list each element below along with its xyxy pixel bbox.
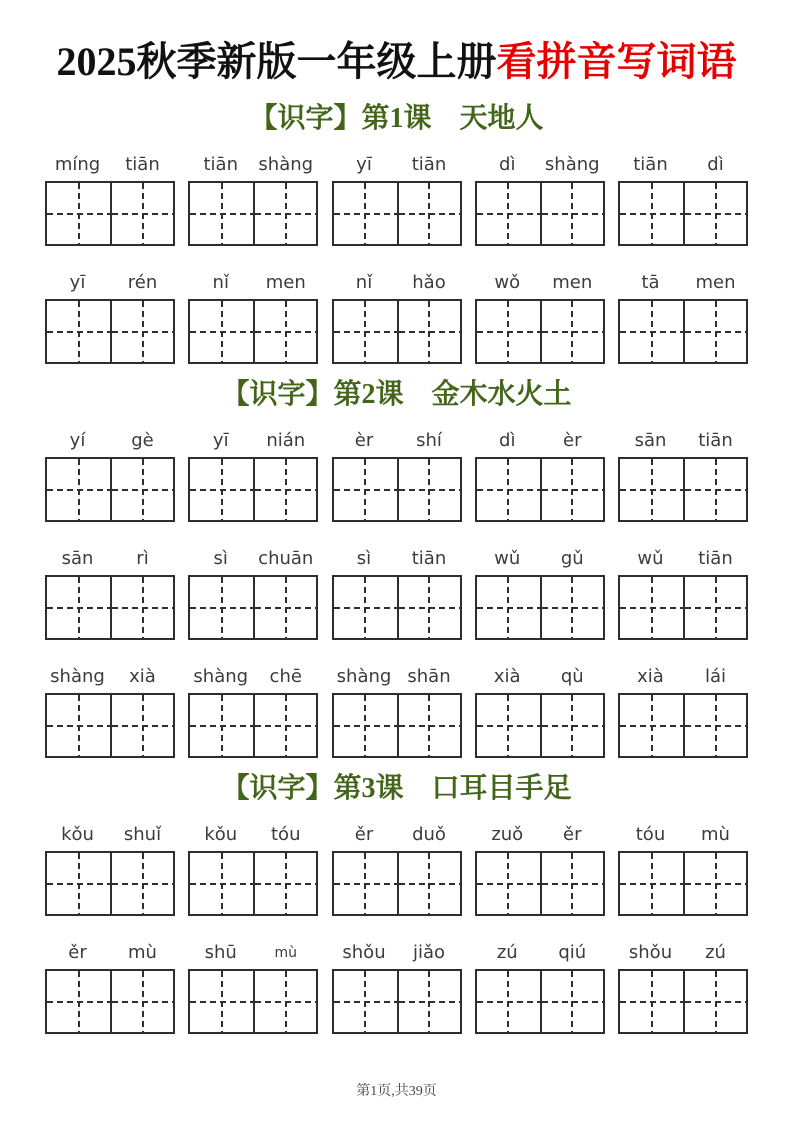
writing-grid-cell [540,459,603,520]
pinyin-word-group [188,154,318,176]
pinyin-syllable: rì [136,548,149,569]
writing-grid-cell [253,183,316,244]
writing-grid-cell [190,971,253,1032]
pinyin-syllable: gè [131,430,154,451]
writing-grid [618,851,748,916]
pinyin-syllable: tā [641,272,660,293]
writing-grid [45,575,175,640]
section-heading: 【识字】第2课 金木水火土 [221,379,572,410]
writing-grid-cell [540,853,603,914]
pinyin-syllable: yī [212,430,229,451]
writing-grid-cell [397,971,460,1032]
pinyin-word-group [618,430,748,452]
pinyin-syllable: qiú [558,942,587,963]
writing-grid-cell [540,301,603,362]
writing-grid-cell [620,577,683,638]
grid-row [0,299,793,364]
pinyin-word-group [188,666,318,688]
writing-grid [618,299,748,364]
pinyin-word-group [475,430,605,452]
writing-grid-cell [110,853,173,914]
writing-grid-cell [110,695,173,756]
pinyin-syllable: nǐ [355,272,373,293]
grid-row [0,693,793,758]
section-heading: 【识字】第3课 口耳目手足 [221,773,572,804]
writing-grid-cell [683,971,746,1032]
pinyin-word-group [475,272,605,294]
pinyin-syllable: shuǐ [123,824,162,845]
writing-grid-cell [620,301,683,362]
pinyin-syllable: lái [704,666,727,687]
pinyin-word-group [475,548,605,570]
writing-grid [475,693,605,758]
writing-grid [332,457,462,522]
pinyin-word-group [332,154,462,176]
pinyin-syllable: èr [354,430,374,451]
writing-grid-cell [334,695,397,756]
writing-grid-cell [620,853,683,914]
writing-grid-cell [190,183,253,244]
writing-grid-cell [477,695,540,756]
writing-grid-cell [477,183,540,244]
pinyin-word-group [618,272,748,294]
page-number-footer: 第1页,共39页 [356,1084,437,1099]
pinyin-syllable: sì [213,548,228,569]
writing-grid [618,575,748,640]
writing-grid-cell [683,183,746,244]
writing-grid [618,457,748,522]
pinyin-word-group [332,824,462,846]
writing-grid [332,575,462,640]
pinyin-word-group [45,548,175,570]
writing-grid-cell [683,695,746,756]
pinyin-syllable: sì [356,548,372,569]
writing-grid-cell [47,301,110,362]
writing-grid [475,851,605,916]
pinyin-syllable: shǒu [342,942,386,963]
writing-grid [475,181,605,246]
title-main-text: 2025秋季新版一年级上册 [56,39,497,84]
writing-grid [45,181,175,246]
grid-row [0,969,793,1034]
grid-row [0,851,793,916]
pinyin-syllable: wǔ [637,548,664,569]
pinyin-syllable: shǒu [628,942,673,963]
writing-grid [45,969,175,1034]
pinyin-syllable: dì [499,154,516,175]
pinyin-syllable: zuǒ [491,824,524,845]
pinyin-word-group [332,942,462,964]
writing-grid [475,575,605,640]
pinyin-syllable: tiān [203,154,238,175]
writing-grid-cell [110,183,173,244]
writing-grid [45,299,175,364]
pinyin-word-group [475,824,605,846]
writing-grid-cell [253,459,316,520]
writing-grid-cell [540,577,603,638]
pinyin-syllable: qù [560,666,584,687]
pinyin-word-group [45,430,175,452]
pinyin-syllable: chuān [258,548,314,569]
pinyin-syllable: yí [69,430,86,451]
pinyin-word-group [188,824,318,846]
pinyin-syllable: nǐ [212,272,229,293]
pinyin-syllable: zú [705,942,726,963]
pinyin-syllable: xià [493,666,521,687]
pinyin-syllable: wǔ [494,548,521,569]
writing-grid [475,457,605,522]
writing-grid-cell [620,971,683,1032]
pinyin-syllable: zú [496,942,518,963]
writing-grid [618,693,748,758]
pinyin-row [0,154,793,176]
pinyin-syllable: ěr [354,824,374,845]
pinyin-syllable: tiān [125,154,160,175]
pinyin-syllable: sān [634,430,667,451]
writing-grid [332,693,462,758]
writing-grid-cell [334,459,397,520]
pinyin-syllable: dì [707,154,724,175]
pinyin-syllable: tiān [698,548,733,569]
writing-grid [475,299,605,364]
pinyin-row [0,430,793,452]
writing-grid-cell [397,577,460,638]
writing-grid-cell [110,301,173,362]
pinyin-word-group [45,666,175,688]
writing-grid [332,299,462,364]
pinyin-word-group [618,824,748,846]
grid-row [0,181,793,246]
pinyin-syllable: shàng [193,666,249,687]
writing-grid [188,693,318,758]
pinyin-row [0,272,793,294]
writing-grid-cell [620,459,683,520]
writing-grid-cell [334,183,397,244]
worksheet-sections [0,102,793,1034]
pinyin-syllable: tóu [635,824,666,845]
writing-grid-cell [540,971,603,1032]
pinyin-syllable: ěr [68,942,87,963]
pinyin-word-group [188,942,318,964]
writing-grid-cell [110,577,173,638]
pinyin-syllable: shí [416,430,442,451]
writing-grid-cell [253,301,316,362]
pinyin-word-group [618,548,748,570]
pinyin-syllable: shān [407,666,451,687]
pinyin-syllable: tiān [411,154,447,175]
writing-grid-cell [540,183,603,244]
writing-grid-cell [47,853,110,914]
writing-grid-cell [190,301,253,362]
pinyin-syllable: sān [61,548,94,569]
pinyin-row [0,548,793,570]
writing-grid [188,181,318,246]
writing-grid-cell [190,577,253,638]
pinyin-syllable: nián [266,430,306,451]
writing-grid-cell [110,459,173,520]
pinyin-word-group [475,942,605,964]
writing-grid-cell [620,695,683,756]
pinyin-syllable: míng [54,154,101,175]
pinyin-syllable: tiān [411,548,447,569]
pinyin-syllable: yī [356,154,372,175]
pinyin-syllable: duǒ [412,824,446,845]
pinyin-row [0,666,793,688]
writing-grid-cell [683,577,746,638]
pinyin-word-group [188,548,318,570]
pinyin-syllable: gǔ [560,548,584,569]
writing-grid-cell [477,459,540,520]
pinyin-word-group [45,942,175,964]
writing-grid-cell [397,853,460,914]
pinyin-syllable: mù [701,824,730,845]
writing-grid-cell [683,301,746,362]
pinyin-word-group [618,666,748,688]
writing-grid-cell [334,301,397,362]
pinyin-row [0,824,793,846]
writing-grid [188,457,318,522]
writing-grid [332,969,462,1034]
grid-row [0,575,793,640]
writing-grid-cell [477,853,540,914]
writing-grid-cell [477,577,540,638]
writing-grid-cell [253,695,316,756]
writing-grid [45,851,175,916]
pinyin-row [0,942,793,964]
writing-grid-cell [683,853,746,914]
pinyin-syllable: men [695,272,736,293]
writing-grid [45,457,175,522]
pinyin-syllable: mù [274,945,297,961]
pinyin-word-group [475,666,605,688]
pinyin-syllable: tiān [698,430,733,451]
writing-grid-cell [253,577,316,638]
writing-grid [475,969,605,1034]
writing-grid-cell [47,183,110,244]
pinyin-word-group [45,824,175,846]
writing-grid-cell [397,301,460,362]
writing-grid [332,181,462,246]
writing-grid-cell [334,971,397,1032]
grid-row [0,457,793,522]
writing-grid-cell [253,971,316,1032]
writing-grid-cell [253,853,316,914]
pinyin-syllable: men [265,272,306,293]
pinyin-syllable: wǒ [494,272,521,293]
writing-grid-cell [47,577,110,638]
writing-grid [188,299,318,364]
pinyin-syllable: tiān [633,154,668,175]
pinyin-word-group [332,666,462,688]
writing-grid-cell [190,853,253,914]
pinyin-syllable: ěr [563,824,582,845]
pinyin-syllable: shàng [544,154,600,175]
writing-grid [188,851,318,916]
writing-grid-cell [620,183,683,244]
pinyin-syllable: dì [499,430,516,451]
title-accent-text: 看拼音写词语 [496,39,737,84]
writing-grid-cell [540,695,603,756]
writing-grid-cell [190,695,253,756]
pinyin-syllable: mù [128,942,157,963]
pinyin-syllable: yī [69,272,86,293]
pinyin-syllable: rén [127,272,158,293]
pinyin-syllable: shàng [258,154,314,175]
pinyin-word-group [188,430,318,452]
pinyin-syllable: shàng [50,666,105,687]
pinyin-word-group [188,272,318,294]
pinyin-syllable: xià [129,666,156,687]
writing-grid-cell [397,183,460,244]
page-title [0,36,793,88]
writing-grid-cell [334,577,397,638]
writing-grid-cell [47,459,110,520]
pinyin-syllable: jiǎo [412,942,446,963]
pinyin-syllable: shū [204,942,237,963]
section-heading: 【识字】第1课 天地人 [249,103,544,134]
pinyin-word-group [332,272,462,294]
writing-grid-cell [397,695,460,756]
writing-grid-cell [47,971,110,1032]
pinyin-word-group [618,154,748,176]
pinyin-syllable: tóu [271,824,301,845]
writing-grid-cell [397,459,460,520]
pinyin-word-group [332,548,462,570]
pinyin-syllable: èr [563,430,582,451]
pinyin-word-group [45,272,175,294]
writing-grid [45,693,175,758]
pinyin-word-group [475,154,605,176]
pinyin-word-group [332,430,462,452]
pinyin-word-group [618,942,748,964]
pinyin-syllable: hǎo [412,272,446,293]
pinyin-syllable: chē [269,666,302,687]
writing-grid [332,851,462,916]
pinyin-syllable: kǒu [204,824,238,845]
writing-grid [188,575,318,640]
writing-grid [618,181,748,246]
writing-grid [188,969,318,1034]
writing-grid-cell [190,459,253,520]
writing-grid-cell [110,971,173,1032]
pinyin-syllable: men [552,272,593,293]
writing-grid-cell [47,695,110,756]
writing-grid-cell [477,971,540,1032]
writing-grid-cell [477,301,540,362]
pinyin-word-group [45,154,175,176]
writing-grid-cell [683,459,746,520]
writing-grid-cell [334,853,397,914]
writing-grid [618,969,748,1034]
pinyin-syllable: xià [637,666,664,687]
pinyin-syllable: kǒu [61,824,94,845]
pinyin-syllable: shàng [336,666,392,687]
